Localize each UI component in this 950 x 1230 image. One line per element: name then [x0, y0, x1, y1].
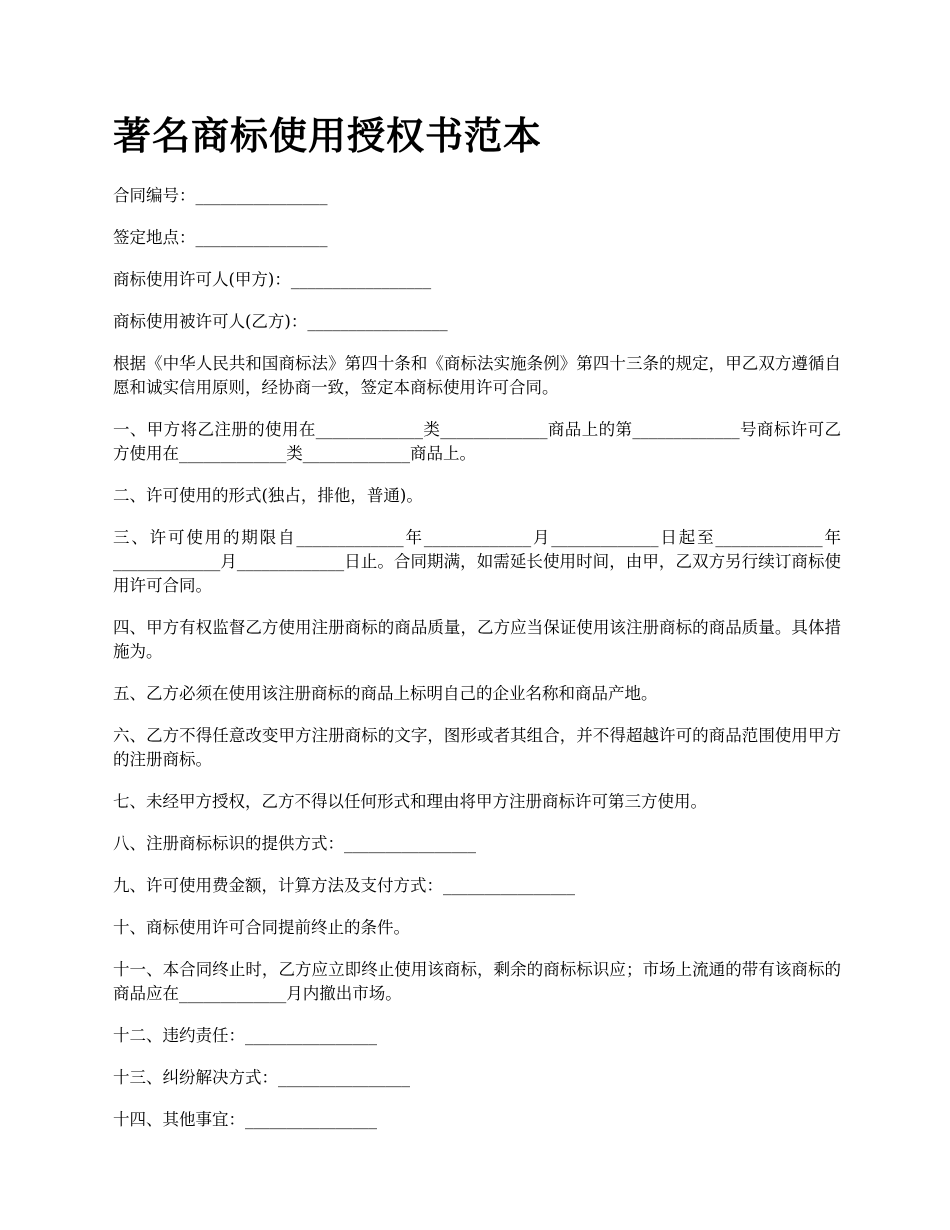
signing-place-line: 签定地点：________________ — [113, 228, 328, 247]
licensee-line: 商标使用被许可人(乙方)：_________________ — [113, 312, 448, 331]
clause-2: 二、许可使用的形式(独占，排他，普通)。 — [113, 486, 423, 505]
document-page — [113, 112, 841, 1150]
clause-3: 三、许可使用的期限自_____________年_____________月_____________日起至_____________年_____________月_____________日止。合同期满，如需延长使用时间，由甲，乙双方另行续订商标使用许可合同。 — [113, 528, 841, 595]
clause-13: 十三、纠纷解决方式：________________ — [113, 1068, 410, 1087]
clause-4: 四、甲方有权监督乙方使用注册商标的商品质量，乙方应当保证使用该注册商标的商品质量。具体措施为。 — [113, 618, 841, 661]
clause-1: 一、甲方将乙注册的使用在_____________类_____________商品上的第_____________号商标许可乙方使用在_____________类_____________商品上。 — [113, 420, 841, 463]
clause-14: 十四、其他事宜：________________ — [113, 1110, 377, 1129]
licensor-line: 商标使用许可人(甲方)：_________________ — [113, 270, 432, 289]
clause-11: 十一、本合同终止时，乙方应立即终止使用该商标，剩余的商标标识应；市场上流通的带有该商标的商品应在_____________月内撤出市场。 — [113, 960, 841, 1003]
preamble-paragraph: 根据《中华人民共和国商标法》第四十条和《商标法实施条例》第四十三条的规定，甲乙双方遵循自愿和诚实信用原则，经协商一致，签定本商标使用许可合同。 — [113, 354, 841, 397]
clause-10: 十、商标使用许可合同提前终止的条件。 — [113, 918, 410, 937]
clause-8: 八、注册商标标识的提供方式：________________ — [113, 834, 476, 853]
clause-9: 九、许可使用费金额，计算方法及支付方式：________________ — [113, 876, 575, 895]
clause-6: 六、乙方不得任意改变甲方注册商标的文字，图形或者其组合，并不得超越许可的商品范围使用甲方的注册商标。 — [113, 726, 841, 769]
clause-7: 七、未经甲方授权，乙方不得以任何形式和理由将甲方注册商标许可第三方使用。 — [113, 792, 707, 811]
contract-number-line: 合同编号：________________ — [113, 186, 328, 205]
clause-5: 五、乙方必须在使用该注册商标的商品上标明自己的企业名称和商品产地。 — [113, 684, 658, 703]
clause-12: 十二、违约责任：________________ — [113, 1026, 377, 1045]
document-title: 著名商标使用授权书范本 — [113, 114, 543, 158]
